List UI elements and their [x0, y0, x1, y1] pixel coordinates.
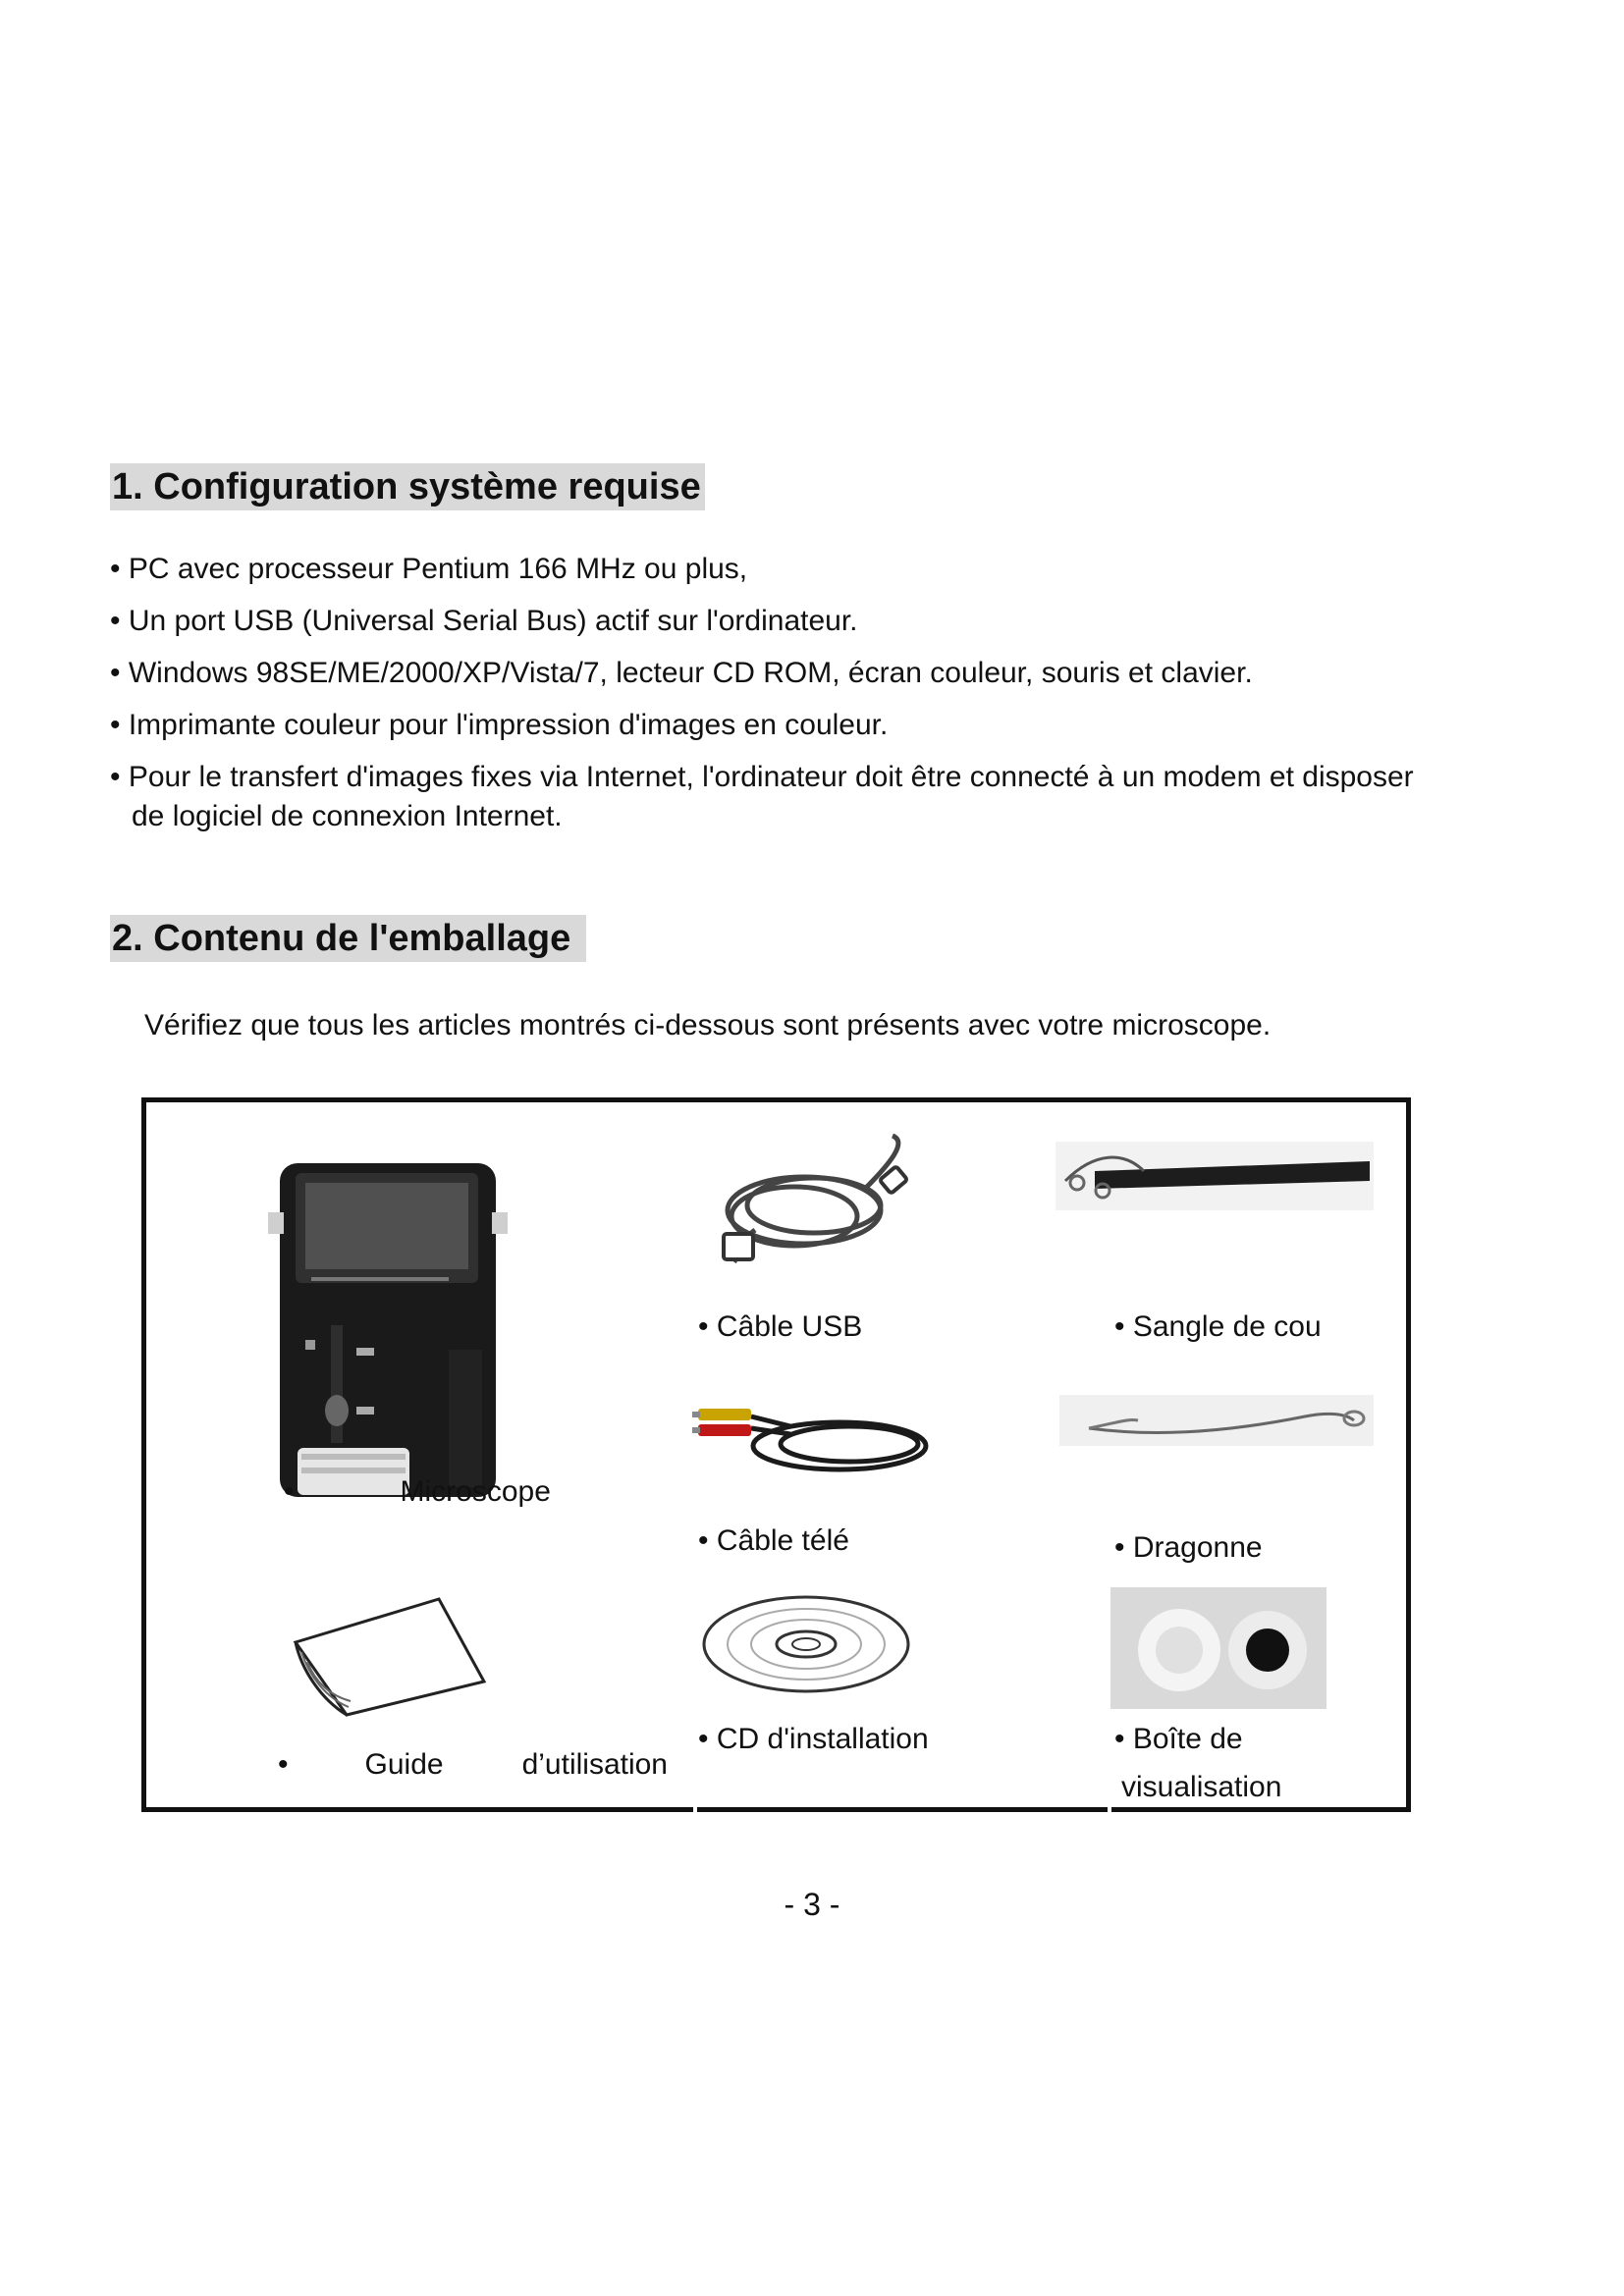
wrist-strap-icon: [1059, 1395, 1374, 1446]
av-cable-icon: [692, 1387, 938, 1495]
requirement-item: • Un port USB (Universal Serial Bus) actif sur l'ordinateur.: [110, 605, 858, 637]
cd-label: • CD d'installation: [698, 1723, 929, 1755]
neck-strap-icon: [1056, 1142, 1374, 1210]
microscope-text: Microscope: [400, 1475, 551, 1508]
requirement-item: • Imprimante couleur pour l'impression d'images en couleur.: [110, 709, 889, 741]
cd-icon: [698, 1591, 914, 1699]
requirement-item: [110, 758, 1543, 836]
guide-word-2: d’utilisation: [521, 1748, 668, 1781]
viewing-box-label-line-2: visualisation: [1121, 1771, 1282, 1803]
requirement-item-line-2: de logiciel de connexion Internet.: [132, 800, 563, 832]
tv-cable-label: • Câble télé: [698, 1524, 849, 1557]
section-1-heading: 1. Configuration système requise: [110, 463, 705, 510]
system-requirements-list: [110, 550, 1543, 849]
usb-cable-label: • Câble USB: [698, 1310, 863, 1343]
guide-word-1: Guide: [364, 1748, 444, 1781]
microscope-icon: [262, 1153, 508, 1507]
bullet: •: [278, 1748, 289, 1781]
neck-strap-label: • Sangle de cou: [1114, 1310, 1322, 1343]
requirement-item: • Windows 98SE/ME/2000/XP/Vista/7, lecteur CD ROM, écran couleur, souris et clavier.: [110, 657, 1253, 689]
viewing-box-label-line-1: • Boîte de: [1114, 1723, 1243, 1755]
requirement-item: • PC avec processeur Pentium 166 MHz ou plus,: [110, 553, 748, 585]
usb-cable-icon: [696, 1132, 922, 1269]
border-notch: [1108, 1807, 1111, 1813]
package-intro-text: Vérifiez que tous les articles montrés ci-dessous sont présents avec votre microscope.: [144, 1009, 1272, 1041]
package-contents-box: [141, 1097, 1411, 1812]
bullet: •: [284, 1475, 295, 1508]
booklet-icon: [292, 1593, 488, 1721]
border-notch: [693, 1807, 697, 1813]
wrist-strap-label: • Dragonne: [1114, 1531, 1263, 1564]
page-number: - 3 -: [784, 1887, 840, 1922]
section-2-heading: 2. Contenu de l'emballage: [110, 915, 586, 962]
viewing-box-icon: [1110, 1587, 1326, 1709]
requirement-item-line-1: • Pour le transfert d'images fixes via Internet, l'ordinateur doit être connecté à un modem et disposer: [110, 761, 1414, 793]
guide-label: [278, 1746, 668, 1784]
microscope-label: [284, 1473, 551, 1511]
